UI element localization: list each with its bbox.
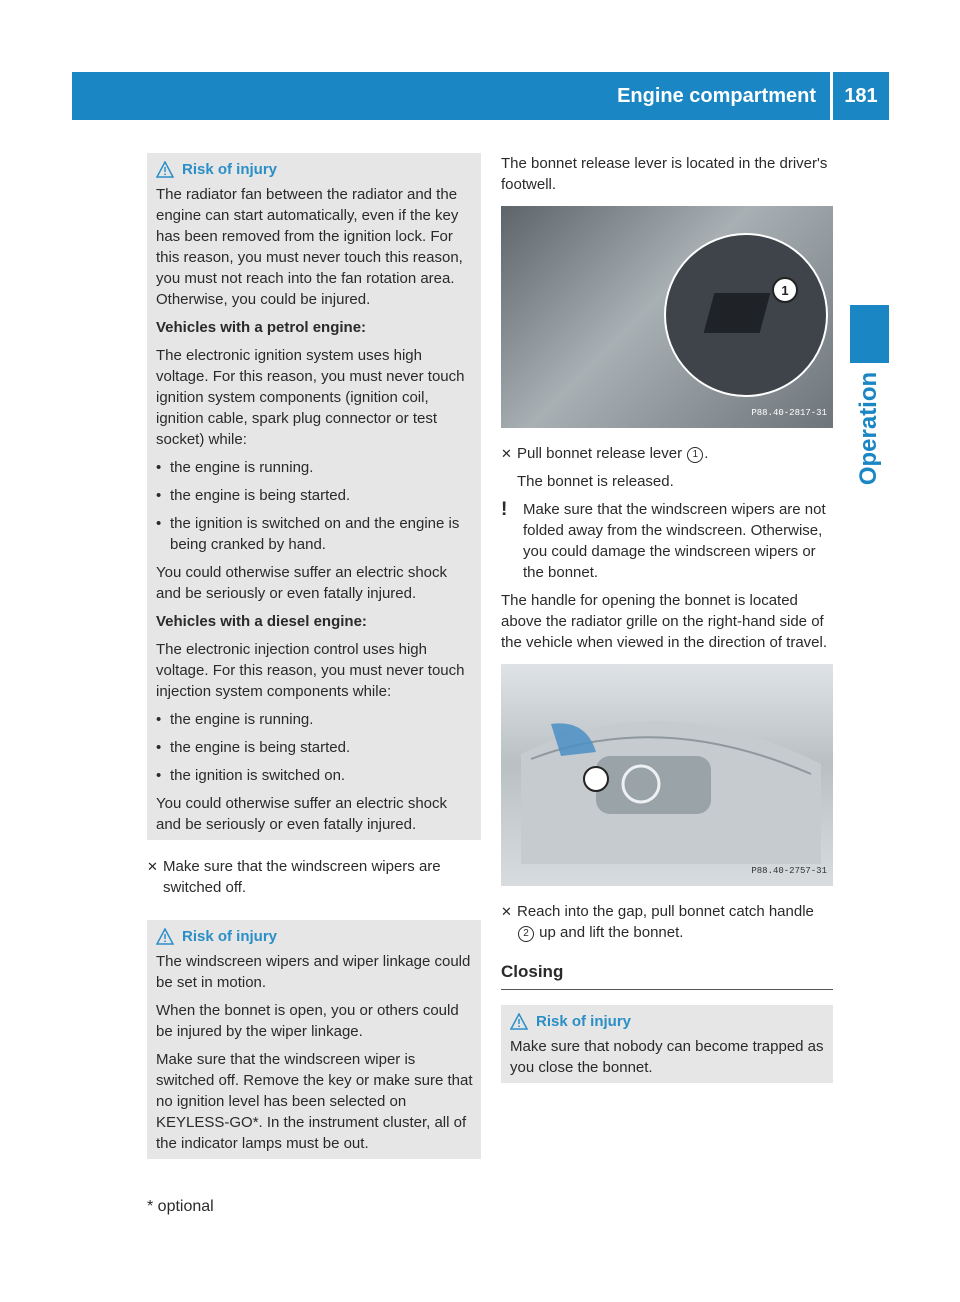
warning-box-closing (501, 1005, 833, 1083)
warning-triangle-icon (510, 1013, 528, 1030)
side-tab-text: Operation (855, 371, 883, 485)
warning-text: When the bonnet is open, you or others could be injured by the wiper linkage. (156, 1002, 459, 1040)
warning-text: Make sure that the windscreen wiper is switched off. Remove the key or make sure that no ignition level has been selected on KEYLESS-GO*. In the instrument cluster, all of the indicator lamps must be out. (156, 1051, 473, 1152)
warning-title (156, 926, 473, 947)
side-tab-label (828, 368, 910, 488)
action-text: Make sure that the windscreen wipers are switched off. (163, 858, 441, 896)
warning-title-text: Risk of injury (182, 161, 278, 178)
action-text: Pull bonnet release lever 1 . (517, 445, 709, 462)
warning-box-wipers (147, 920, 481, 1159)
action-step (147, 856, 481, 898)
page-number: 181 (844, 84, 878, 107)
footwell-photo (501, 206, 833, 428)
notice-block (501, 499, 833, 583)
action-arrow-icon: ✕ (501, 446, 512, 461)
list-item: • the ignition is switched on. (156, 767, 346, 784)
callout-ref-2: 2 (518, 926, 534, 942)
list-item: • the engine is running. (156, 711, 314, 728)
page-header-bar (72, 72, 889, 120)
side-tab-marker (850, 305, 889, 363)
warning-text: The windscreen wipers and wiper linkage could be set in motion. (156, 953, 471, 991)
bonnet-handle-text: The handle for opening the bonnet is located above the radiator grille on the right-hand side of the vehicle when viewed in the direction of travel. (501, 592, 828, 651)
warning-title-text: Risk of injury (536, 1013, 632, 1030)
section-heading-closing: Closing (501, 961, 833, 990)
diesel-after-text: You could otherwise suffer an electric shock and be seriously or even fatally injured. (156, 795, 447, 833)
diesel-heading: Vehicles with a diesel engine: (156, 613, 367, 630)
action-step (501, 443, 833, 464)
warning-text: The radiator fan between the radiator and the engine can start automatically, even if the key has been removed from the ignition lock. For this reason, you must never touch this reason, you must not reach into the fan rotation area. Otherwise, you could be injured. (156, 186, 463, 308)
footnote: * optional (147, 1198, 214, 1215)
action-arrow-icon: ✕ (501, 904, 512, 919)
left-column (147, 153, 481, 1159)
warning-box-radiator-fan (147, 153, 481, 840)
action-arrow-icon: ✕ (147, 859, 158, 874)
action-text: Reach into the gap, pull bonnet catch handle 2 up and lift the bonnet. (517, 903, 814, 941)
vehicle-front-illustration (501, 664, 833, 886)
intro-text: The bonnet release lever is located in the driver's footwell. (501, 155, 828, 193)
photo-code: P88.40-2817-31 (751, 408, 827, 418)
photo-code: P88.40-2757-31 (751, 866, 827, 876)
notice-text: Make sure that the windscreen wipers are not folded away from the windscreen. Otherwise, you could damage the windscreen wipers or the bonnet. (523, 501, 826, 581)
list-item: • the engine is running. (156, 459, 314, 476)
chapter-title: Engine compartment (617, 84, 816, 107)
action-result: The bonnet is released. (517, 473, 674, 490)
action-step (501, 901, 833, 943)
list-item: • the engine is being started. (156, 739, 351, 756)
petrol-text: The electronic ignition system uses high voltage. For this reason, you must never touch ignition system components (ignition coil, ignition cable, spark plug connector or test socket) while: (156, 347, 465, 448)
warning-title-text: Risk of injury (182, 928, 278, 945)
right-column (501, 153, 833, 1083)
callout-ref-1: 1 (687, 447, 703, 463)
diesel-text: The electronic injection control uses high voltage. For this reason, you must never touch injection system components while: (156, 641, 465, 700)
warning-triangle-icon (156, 161, 174, 178)
vehicle-front-photo (501, 664, 833, 886)
list-item: • the engine is being started. (156, 487, 351, 504)
petrol-heading: Vehicles with a petrol engine: (156, 319, 367, 336)
warning-text: Make sure that nobody can become trapped as you close the bonnet. (510, 1038, 824, 1076)
bonnet-release-lever (704, 293, 771, 333)
list-item: • the ignition is switched on and the engine is being cranked by hand. (156, 515, 460, 553)
warning-triangle-icon (156, 928, 174, 945)
warning-title (156, 159, 473, 180)
warning-title (510, 1011, 825, 1032)
callout-1: 1 (772, 277, 798, 303)
zoom-inset (664, 233, 828, 397)
petrol-after-text: You could otherwise suffer an electric shock and be seriously or even fatally injured. (156, 564, 447, 602)
notice-exclamation-icon: ! (501, 499, 508, 520)
